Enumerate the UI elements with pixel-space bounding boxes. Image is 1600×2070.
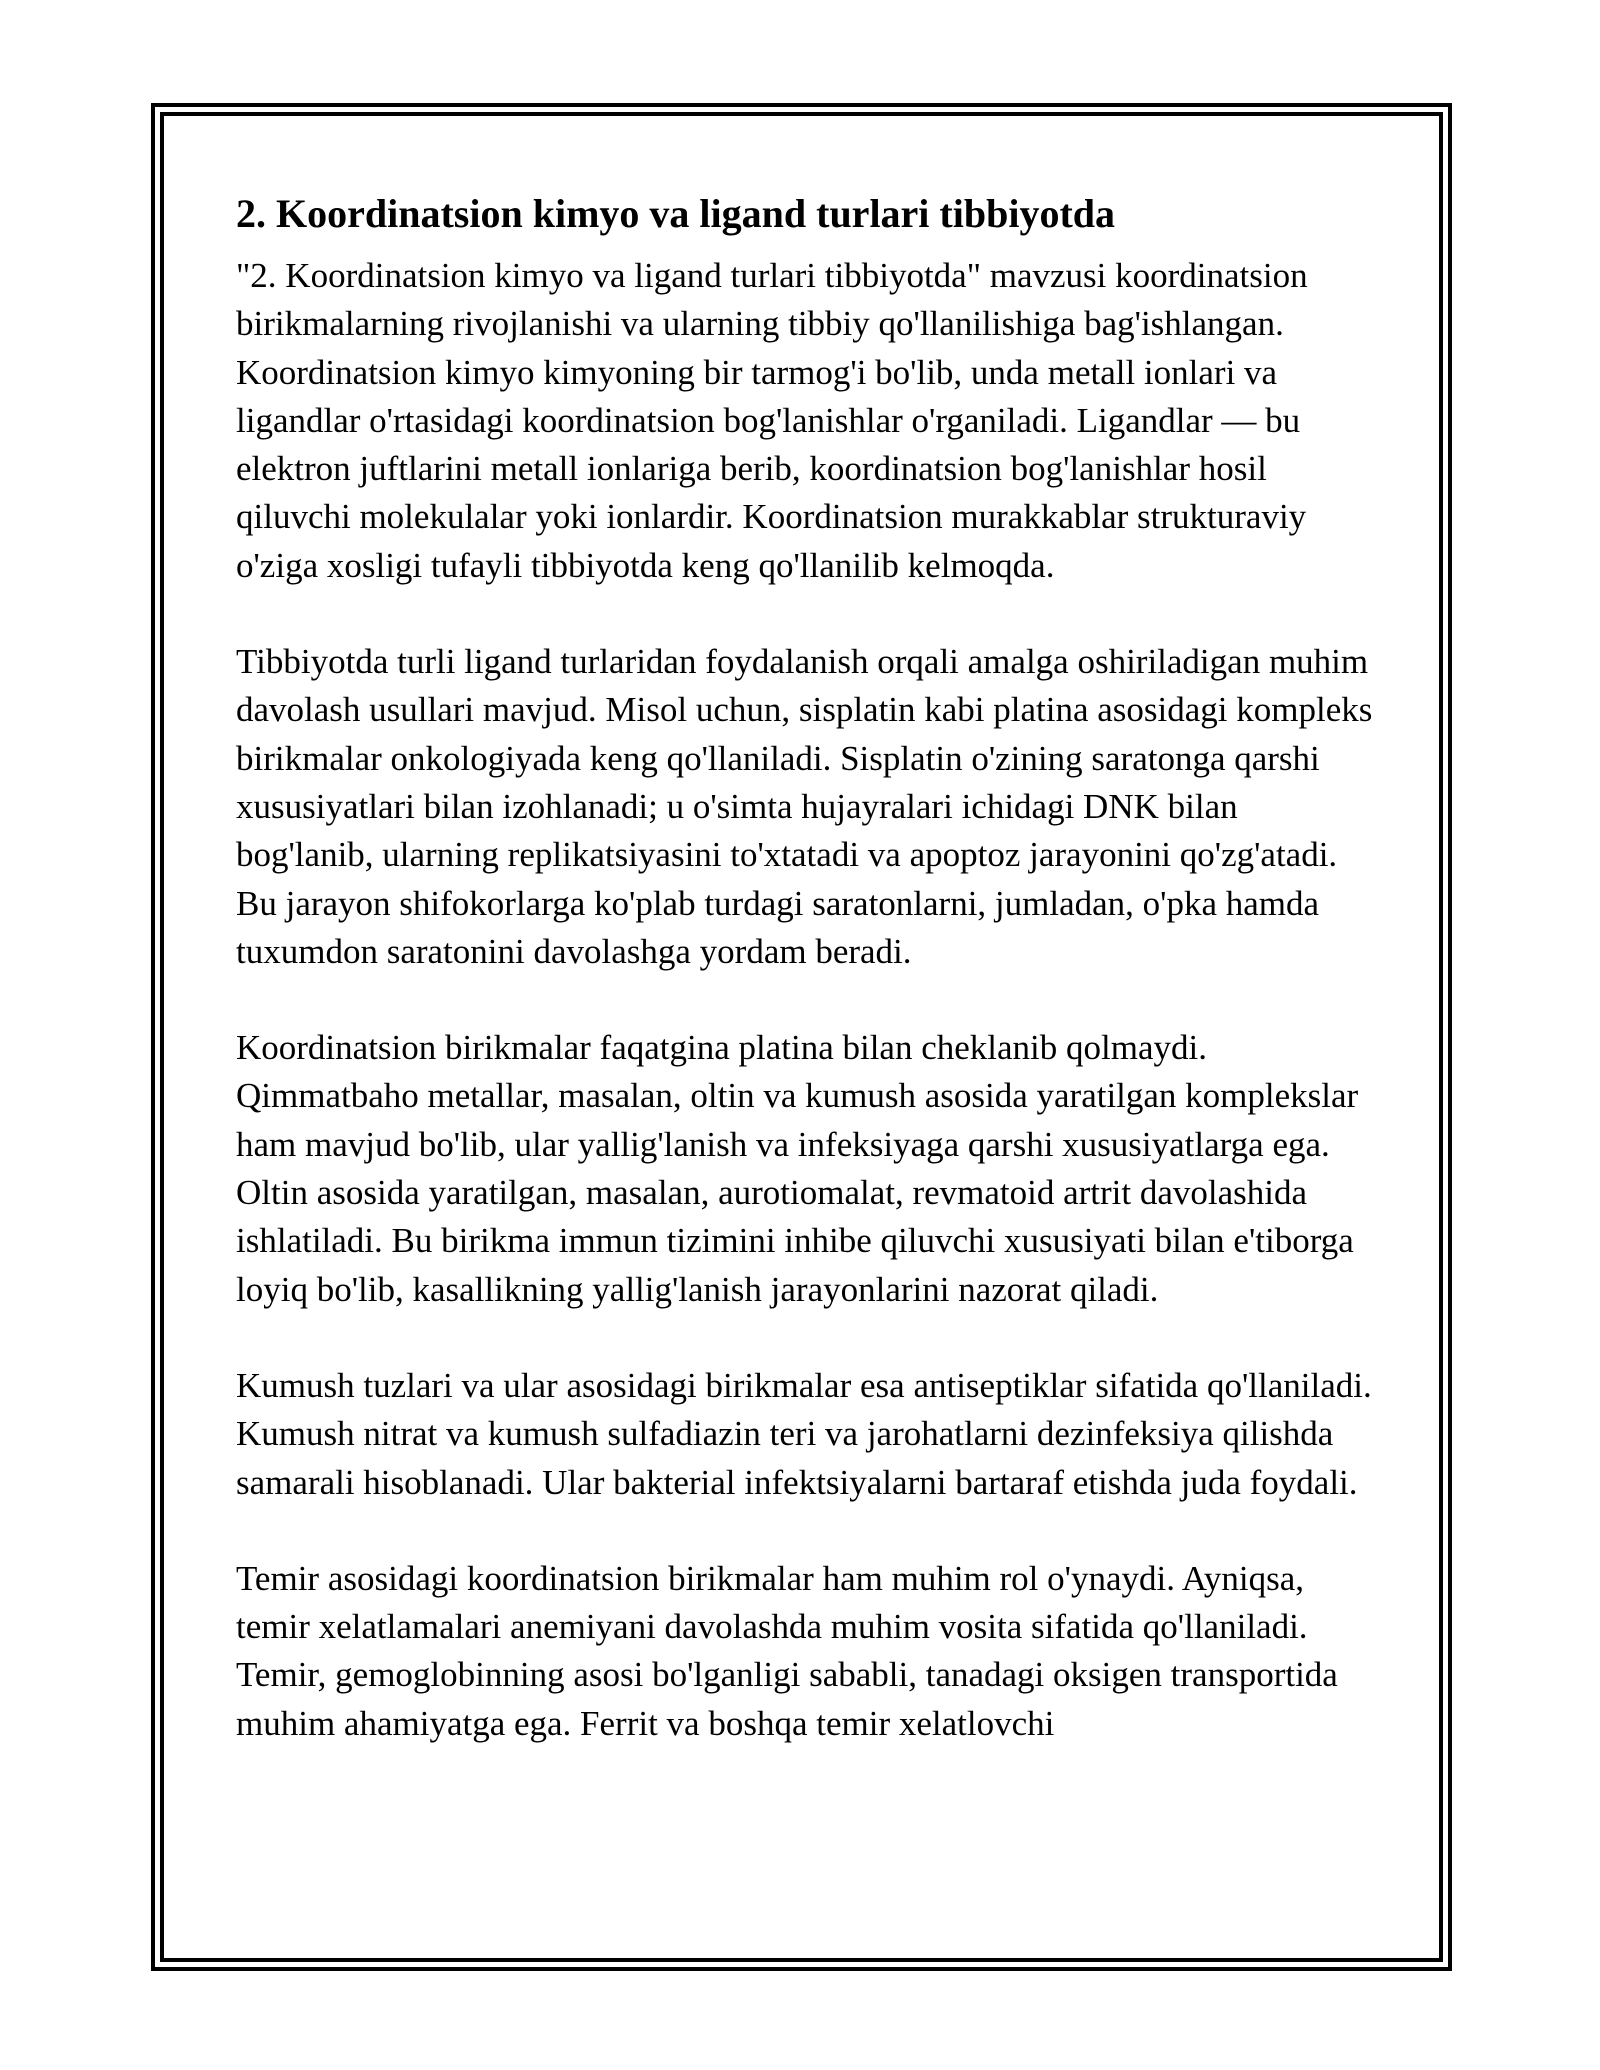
paragraph-iron: Temir asosidagi koordinatsion birikmalar ham muhim rol o'ynaydi. Ayniqsa, temir xelatlamalari anemiyani davolashda muhim vosita sifatida qo'llaniladi. Temir, gemoglobinning asosi bo'lganligi sababli, tanadagi oksigen transportida muhim ahamiyatga ega. Ferrit va boshqa temir xelatlovchi	[236, 1558, 1338, 1743]
document-body	[236, 186, 1376, 1796]
paragraph-list	[236, 252, 1376, 1748]
paragraph-cisplatin: Tibbiyotda turli ligand turlaridan foydalanish orqali amalga oshiriladigan muhim davolash usullari mavjud. Misol uchun, sisplatin kabi platina asosidagi kompleks birikmalar onkologiyada keng qo'llaniladi. Sisplatin o'zining saratonga qarshi xususiyatlari bilan izohlanadi; u o'simta hujayralari ichidagi DNK bilan bog'lanib, ularning replikatsiyasini to'xtatadi va apoptoz jarayonini qo'zg'atadi. Bu jarayon shifokorlarga ko'plab turdagi saratonlarni, jumladan, o'pka hamda tuxumdon saratonini davolashga yordam beradi.	[236, 642, 1373, 971]
paragraph-intro: "2. Koordinatsion kimyo va ligand turlari tibbiyotda" mavzusi koordinatsion birikmalarning rivojlanishi va ularning tibbiy qo'llanilishiga bag'ishlangan. Koordinatsion kimyo kimyoning bir tarmog'i bo'lib, unda metall ionlari va ligandlar o'rtasidagi koordinatsion bog'lanishlar o'rganiladi. Ligandlar — bu elektron juftlarini metall ionlariga berib, koordinatsion bog'lanishlar hosil qiluvchi molekulalar yoki ionlardir. Koordinatsion murakkablar strukturaviy o'ziga xosligi tufayli tibbiyotda keng qo'llanilib kelmoqda.	[236, 256, 1308, 585]
section-title: 2. Koordinatsion kimyo va ligand turlari tibbiyotda	[236, 191, 1116, 236]
paragraph-silver-salts: Kumush tuzlari va ular asosidagi birikmalar esa antiseptiklar sifatida qo'llaniladi. Kumush nitrat va kumush sulfadiazin teri va jarohatlarni dezinfeksiya qilishda samarali hisoblanadi. Ular bakterial infektsiyalarni bartaraf etishda juda foydali.	[236, 1365, 1372, 1502]
paragraph-gold-silver: Koordinatsion birikmalar faqatgina platina bilan cheklanib qolmaydi. Qimmatbaho metallar, masalan, oltin va kumush asosida yaratilgan komplekslar ham mavjud bo'lib, ular yallig'lanish va infeksiyaga qarshi xususiyatlarga ega. Oltin asosida yaratilgan, masalan, aurotiomalat, revmatoid artrit davolashida ishlatiladi. Bu birikma immun tizimini inhibe qiluvchi xususiyati bilan e'tiborga loyiq bo'lib, kasallikning yallig'lanish jarayonlarini nazorat qiladi.	[236, 1028, 1359, 1309]
